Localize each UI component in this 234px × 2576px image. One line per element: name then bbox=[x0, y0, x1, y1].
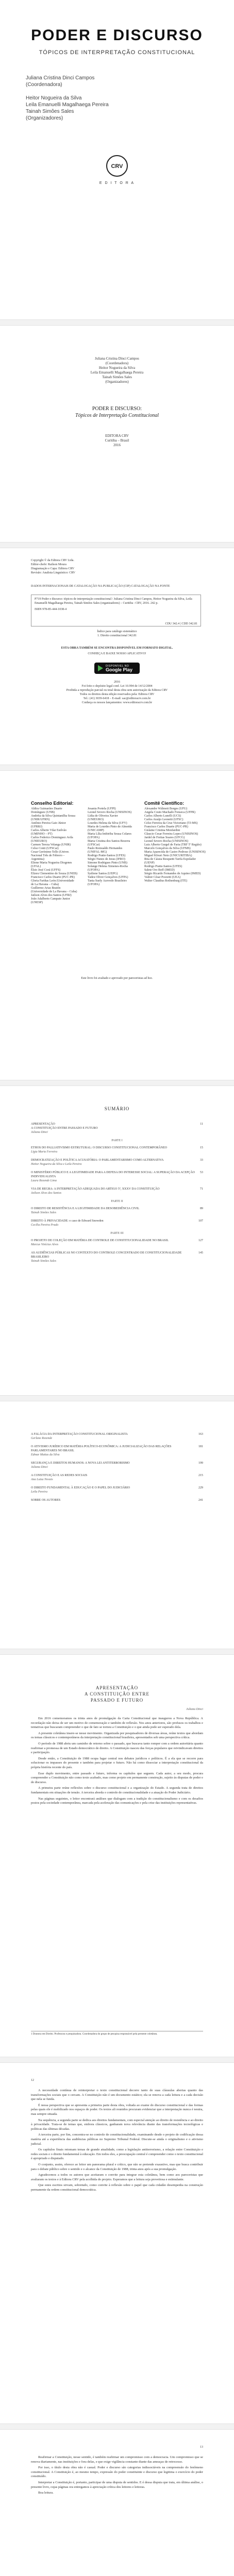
toc-entry[interactable] bbox=[31, 1187, 203, 1195]
editorial-member: Simone Rodrigues Pinto (UNB) bbox=[88, 861, 127, 865]
paragraph: Os capítulos finais retomam temas de grande atualidade, como a legislação antiterrorismo, a relação entre Constituição e redes sociais e o direito fundamental à educação. Em todos eles, a preocupação central é compreender como o texto constitucional é apropriado e disputado. bbox=[31, 2148, 203, 2161]
paragraph: Que estes escritos sirvam, sobretudo, como convite à reflexão sobre o papel que cada cidadão desempenha na construção permanente da ordem constitucional democrática. bbox=[31, 2183, 203, 2192]
index-entry: 1. Direito constitucional 342.81 bbox=[97, 634, 137, 637]
publisher-logo-icon bbox=[106, 155, 128, 177]
toc-entry-title: ETHOS DO PALLIATIVISMO ESTRUTURAL: O DISCURSO CONSTITUCIONAL CONTEMPORÂNEO Lígia Maria Ferreira bbox=[31, 1146, 195, 1154]
contact-block bbox=[0, 680, 234, 705]
councils-page bbox=[0, 771, 234, 1080]
editorial-member: Jailson Alves dos Santos (UFRJ) bbox=[31, 894, 72, 897]
editor-line: (Coordenadora) bbox=[105, 361, 129, 365]
toc-entry[interactable] bbox=[31, 1473, 203, 1482]
toc-entry-title: O ATIVISMO JURÍDICO EM MATÉRIA POLÍTICO-ECONÔMICA: A JUDICIALIZAÇÃO DAS RELAÇÕES PARLAMENTARES NO BRASIL Edmar Matias da Silva bbox=[31, 1445, 195, 1457]
page-separator bbox=[0, 2424, 234, 2430]
cover-author-line bbox=[26, 88, 109, 95]
toc-entry[interactable] bbox=[31, 1251, 203, 1263]
page-separator bbox=[0, 1395, 234, 1401]
scientific-member: Alexandre Wálmott Borges (UFU) bbox=[144, 807, 188, 810]
toc-entry-title: O DIREITO DE RESISTÊNCIA E A LEGITIMIDADE DA DESOBEDIÊNCIA CIVIL Tainah Simões Sales bbox=[31, 1207, 195, 1215]
toc-entry-author: Laura Rezende Lima bbox=[31, 1179, 57, 1182]
toc-entry[interactable] bbox=[31, 1207, 203, 1215]
toc-entry-author: Tainah Simões Sales bbox=[31, 1211, 57, 1214]
toc-entry-author: Ana Luiza Novais bbox=[31, 1478, 53, 1481]
scientific-member: Glaucio Cesar Ferreira Lopes (UNISINOS) bbox=[144, 833, 198, 836]
cover-page bbox=[0, 0, 234, 319]
editorial-list-cont bbox=[88, 807, 134, 887]
paragraph: Em 2016 comemoramos os trinta anos de promulgação da Carta Constitucional que inaugurou a Nova República. A recordação não deixa de ser um motivo de comemoração e também de reflexão. Nos anos anteriores, são profusos os trabalhos e tentativas que buscaram compreender o que de fato se tornou a Constituição e o que ainda pode ser esperado dela. bbox=[31, 1717, 203, 1730]
peer-review-note: Este livro foi avaliado e aprovado por pareceristas ad hoc. bbox=[81, 977, 153, 980]
editorial-member: Gloria Fariñas León (Universidade de La Havana – Cuba) bbox=[31, 879, 74, 886]
toc-entry-title: A CONSTITUIÇÃO E AS REDES SOCIAIS Ana Luiza Novais bbox=[31, 1473, 195, 1482]
page-separator bbox=[0, 542, 234, 548]
copyright-line: Editor-chefe: Railson Moura bbox=[31, 563, 66, 566]
toc-entry-page: 145 bbox=[198, 1251, 203, 1255]
catalog-record-box bbox=[31, 595, 201, 626]
catalog-cdu: CDU 342.4 | CDD 342.81 bbox=[165, 622, 197, 625]
index-heading: Índice para catálogo sistemático bbox=[97, 630, 137, 633]
paragraph: O período de 1988 abriu um caminho de retorno sobre o passado, que buscava tanto romper com a ordem autoritária quanto reafirmar a promessa de um Estado democrático de direito. A Constituição nasceu das forças populares que reivindicavam direitos e participação. bbox=[31, 1741, 203, 1755]
toc-entry-page: 71 bbox=[200, 1188, 203, 1191]
toc-entry-page: 107 bbox=[198, 1219, 203, 1223]
toc-entry[interactable] bbox=[31, 1432, 203, 1440]
presentation-author: Juliana Dinci bbox=[186, 1708, 203, 1711]
contact-line: 2016 bbox=[114, 681, 120, 684]
catalog-isbn: ISBN 978-85-444-1038-4 bbox=[35, 608, 67, 611]
editor-line: Tainah Simões Sales bbox=[102, 375, 132, 379]
editorial-member: João Adalberto Campato Junior (UNESP) bbox=[31, 897, 70, 904]
play-store-icon bbox=[98, 665, 103, 671]
google-play-badge[interactable] bbox=[94, 663, 140, 674]
toc-page-cont bbox=[0, 1401, 234, 1649]
editorial-member: Celso Conti (UFSCar) bbox=[31, 847, 59, 850]
toc-entry-author: Lígia Maria Ferreira bbox=[31, 1150, 58, 1154]
title-page bbox=[0, 326, 234, 542]
cover-author-line: Tainah Simões Sales bbox=[26, 109, 74, 114]
toc-entry-subtitle: A CONSTITUIÇÃO ENTRE PASSADO E FUTURO bbox=[31, 1127, 98, 1130]
editorial-member: Aldira Guimarães Duarte Domínguez (UNB) bbox=[31, 807, 62, 814]
presentation-page bbox=[0, 1655, 234, 2057]
editorial-member: Tania Suely Azevedo Brasileiro (UFOPA) bbox=[88, 879, 127, 886]
publisher-name: E D I T O R A bbox=[99, 181, 135, 185]
editorial-member: Carlos Federico Dominguez Avila (UNIEURO) bbox=[31, 836, 73, 843]
editorial-member: Solange Helena Ximenes-Rocha (UFOPA) bbox=[88, 865, 128, 872]
toc-page bbox=[0, 1086, 234, 1395]
scientific-member: Sérgio Ricardo Fernandes de Aquino (IMED) bbox=[144, 872, 201, 875]
toc-part-label: PARTE II bbox=[111, 1200, 123, 1203]
scientific-member: Rodrigo Pratte-Santos (UFES) bbox=[144, 865, 182, 868]
copyright-line: Revisão: Analista Linguístico: CRV bbox=[31, 571, 76, 574]
toc-entry-title: DEMOCRATIZAÇÃO E POLÍTICA ACUSATÓRIA: O PARLAMENTARISMO COMO ALTERNATIVA Heitor Nogueira da Silva e Leila Pereira bbox=[31, 1158, 195, 1166]
editorial-member: Maria de Lourdes Pinto de Almeida (UNICAMP) bbox=[88, 825, 132, 832]
editorial-member: Sérgio Nunes de Jesus (IFRO) bbox=[88, 858, 125, 861]
cover-authors bbox=[26, 75, 109, 122]
rights-sub: CONHEÇA E BAIXE NOSSO APLICATIVO! bbox=[88, 652, 146, 655]
rights-heading: ESTA OBRA TAMBÉM SE ENCONTRA DISPONÍVEL EM FORMATO DIGITAL. bbox=[61, 647, 173, 650]
toc-entry-title: A FALÁCIA DA INTERPRETAÇÃO CONSTITUCIONAL ORIGINALISTA Gerlane Rezende bbox=[31, 1432, 195, 1440]
editorial-member: Maria Cristina dos Santos Bezerra (UFSCar) bbox=[88, 840, 130, 846]
paragraph: O conjunto, assim, oferece ao leitor um panorama plural e crítico, que não se pretende exaustivo, mas que busca contribuir para o debate público sobre o sentido e o alcance da Constituição de 1988, trinta anos após a sua promulgação. bbox=[31, 2162, 203, 2171]
editorial-member: Antônio Pereira Gaio Júnior (UFRRJ) bbox=[31, 822, 66, 828]
toc-list-cont bbox=[31, 1432, 203, 1506]
paragraph: É nessa perspectiva que se apresenta a primeira parte desta obra, voltada ao exame do discurso constitucional e das formas pelas quais ele é mobilizado nos espaços de poder. Os textos ali reunidos procuram evidenciar que a interpretação nunca é neutra, mas sempre situada. bbox=[31, 2103, 203, 2116]
editorial-member: Andréia da Silva Quintanilha Sousa (UNIR/UFRN) bbox=[31, 815, 75, 821]
page-separator bbox=[0, 2057, 234, 2063]
toc-entry-page: 15 bbox=[200, 1146, 203, 1149]
scientific-list bbox=[144, 807, 206, 883]
toc-entry[interactable] bbox=[31, 1445, 203, 1457]
editorial-member: Carmen Tereza Velanga (UNIR) bbox=[31, 843, 71, 846]
editor-line: Juliana Cristina Dinci Campos bbox=[95, 357, 139, 361]
cover-author-line: (Organizadores) bbox=[26, 115, 63, 121]
cover-title: PODER E DISCURSO bbox=[31, 27, 203, 44]
toc-entry-title: O DIREITO FUNDAMENTAL À EDUCAÇÃO E O PAPEL DO JUDICIÁRIO Leila Pereira bbox=[31, 1486, 195, 1494]
catalog-index bbox=[31, 630, 203, 638]
toc-entry-page: 199 bbox=[198, 1462, 203, 1465]
toc-entry-author: Marcus Vinícius Alves bbox=[31, 1243, 59, 1246]
editor-line: Leila Emanuelli Magalhaega Pereira bbox=[90, 370, 144, 375]
title-page-imprint bbox=[0, 434, 234, 448]
editorial-member: Elizeu Clementino de Souza (UNEB) bbox=[31, 872, 77, 875]
toc-entry-author: Jailson Alves dos Santos bbox=[31, 1192, 62, 1195]
page-number: 13 bbox=[200, 2446, 203, 2449]
paragraph: Esse duplo movimento, entre passado e futuro, informa os capítulos que seguem. Cada autor, a seu modo, procura compreender a Constituição não como texto acabado, mas como projeto em permanente construção, sujeito às disputas de poder e de discurso. bbox=[31, 1771, 203, 1784]
toc-part-label: PARTE I bbox=[111, 1139, 123, 1142]
scientific-member: Walter Claudius Rothenburg (ITE) bbox=[144, 879, 188, 883]
toc-entry-author: Gerlane Rezende bbox=[31, 1437, 53, 1440]
toc-part-label: PARTE III bbox=[110, 1232, 124, 1235]
toc-entry-page: 89 bbox=[200, 1207, 203, 1210]
editorial-member: Tadeu Oliver Gonçalves (UFPA) bbox=[88, 876, 128, 879]
toc-entry-title: AS AUDIÊNCIAS PÚBLICAS NO CONTEXTO DO CONTROLE CONCENTRADO DE CONSTITUCIONALIDADE BRASILEIRO Tainah Simões Sales bbox=[31, 1251, 195, 1263]
editorial-list bbox=[31, 807, 77, 905]
editor-line: Heitor Nogueira da Silva bbox=[98, 366, 136, 370]
toc-entry-title: APRESENTAÇÃO A CONSTITUIÇÃO ENTRE PASSADO E FUTURO Juliana Dinci bbox=[31, 1122, 195, 1134]
toc-entry-author: Juliana Dinci bbox=[31, 1131, 48, 1134]
editorial-council bbox=[31, 802, 77, 905]
text-page-13 bbox=[0, 2430, 234, 2576]
scientific-member: Carlos Alberto Lunelli (UCS) bbox=[144, 815, 181, 818]
paragraph: Boa leitura. bbox=[38, 2491, 54, 2495]
page-separator bbox=[0, 319, 234, 326]
toc-entry-title: DIREITO À PRIVACIDADE: o caso de Edward Snowden Cecília Pereira Prado bbox=[31, 1219, 195, 1227]
editorial-member: Élsio José Corá (UFFS) bbox=[31, 869, 61, 872]
paragraph: Nas páginas seguintes, o leitor encontrará análises que dialogam com a tradição do constitucionalismo e com os desafios postos pela sociedade contemporânea, marcada pela aceleração das comunicações e pela crise das instituições representativas. bbox=[31, 1797, 203, 1805]
toc-entry-author: Heitor Nogueira da Silva e Leila Pereira bbox=[31, 1163, 82, 1166]
toc-entry[interactable] bbox=[31, 1158, 203, 1166]
cover-author-line: (Coordenadora) bbox=[26, 82, 62, 88]
toc-entry[interactable] bbox=[31, 1486, 203, 1494]
toc-entry[interactable] bbox=[31, 1239, 203, 1247]
title-page-title bbox=[0, 405, 234, 419]
page-separator bbox=[0, 765, 234, 771]
toc-entry-author: Juliana Dinci bbox=[31, 1466, 48, 1469]
scientific-member: Maria Aparecida de Castro Pedroso (UNISINOS) bbox=[144, 851, 206, 854]
cover-author-line: Juliana Cristina Dinci Campos bbox=[26, 75, 95, 81]
paragraph: Reafirmar a Constituição, nesse sentido, é também reafirmar um compromisso com a democracia. Um compromisso que se renova diariamente, nas instituições e fora delas, e que exige vigilância constante diante das ameaças de retrocesso. bbox=[31, 2455, 203, 2464]
editorial-council-cont bbox=[88, 802, 134, 887]
editorial-member: Rodrigo Pratte-Santos (UFES) bbox=[88, 854, 126, 857]
toc-entry[interactable] bbox=[31, 1461, 203, 1469]
paragraph: A presente coletânea insere-se nesse movimento. Organizada por pesquisadores de diversas áreas, reúne textos que abordam os temas clássicos e contemporâneos da interpretação constitucional brasileira, apresentados sob uma perspectiva crítica. bbox=[31, 1731, 203, 1740]
toc-entry-page: 53 bbox=[200, 1171, 203, 1174]
presentation-title-1: A CONSTITUIÇÃO ENTRE bbox=[85, 1691, 149, 1697]
editorial-member: Leonel Severo Rocha (UNISINOS) bbox=[88, 811, 132, 814]
scientific-member: Angela Couto Machado Fonseca (UFPR) bbox=[144, 811, 195, 814]
toc-heading: SUMÁRIO bbox=[104, 1106, 130, 1111]
catalog-header: DADOS INTERNACIONAIS DE CATALOGAÇÃO NA PUBLICAÇÃO (CIP) CATALOGAÇÃO NA FONTE bbox=[31, 585, 170, 588]
copyright-block bbox=[31, 558, 203, 575]
scientific-member: Carlos Araújo Leonetti (UFSC) bbox=[144, 818, 183, 821]
toc-list bbox=[31, 1122, 203, 1267]
toc-entry-page: 11 bbox=[200, 1123, 203, 1126]
contact-line: Proibida a reprodução parcial ou total desta obra sem autorização da Editora CRV bbox=[66, 689, 168, 692]
cover-author-line: Heitor Nogueira da Silva bbox=[26, 95, 82, 101]
editorial-member: Sydione Santos (UEPG) bbox=[88, 872, 118, 875]
paragraph: Desde então, a Constituição de 1988 ocupa lugar central nos debates jurídicos e políticos. É a ela que se recorre para solucionar os impasses do presente e também para projetar o futuro. Não há como dissociar a interpretação constitucional da própria história recente do país. bbox=[31, 1756, 203, 1769]
page-separator bbox=[0, 1080, 234, 1086]
contact-line: Todos os direitos desta edição reservados pela: Editora CRV bbox=[79, 693, 155, 696]
toc-entry[interactable] bbox=[31, 1219, 203, 1227]
toc-entry-page: 215 bbox=[198, 1474, 203, 1477]
cover-subtitle: TÓPICOS DE INTERPRETAÇÃO CONSTITUCIONAL bbox=[39, 49, 195, 56]
imprint-line: 2016 bbox=[113, 443, 121, 447]
catalog-page bbox=[0, 548, 234, 765]
store-small-label: DISPONÍVEL NO bbox=[106, 665, 129, 668]
book-title: PODER E DISCURSO: bbox=[92, 406, 142, 412]
toc-entry-author: Tainah Simões Sales bbox=[31, 1260, 57, 1263]
editor-line: (Organizadores) bbox=[105, 380, 129, 384]
scientific-member: Marcelo Gonçalves da Silva (UFMS) bbox=[144, 847, 191, 850]
paragraph: A necessidade contínua de reinterpretar o texto constitucional decorre tanto de suas cláusulas abertas quanto das transformações sociais que o cercam. A Constituição não é um documento estático; ela se renova a cada leitura e a cada decisão que nela se funda. bbox=[31, 2089, 203, 2102]
cover-author-line: Leila Emanuelli Magalhaega Pereira bbox=[26, 102, 109, 108]
scientific-title: Comitê Científico: bbox=[144, 801, 185, 806]
text-page-12 bbox=[0, 2063, 234, 2424]
scientific-committee bbox=[144, 802, 206, 883]
imprint-line: Curitiba – Brasil bbox=[105, 438, 129, 443]
paragraph: Por isso, o título desta obra não é casual. Poder e discurso são categorias indissociáveis na compreensão do fenômeno constitucional. A Constituição é, ao mesmo tempo, expressão do poder constituinte e discurso que legitima o exercício do poder constituído. bbox=[31, 2466, 203, 2479]
editorial-member: Paulo Romualdo Hernandes (UNIFAL-MG) bbox=[88, 847, 123, 854]
footnote: 1 Doutora em Direito. Professora e pesquisadora. Coordenadora do grupo de pesquisa responsável pela presente coletânea. bbox=[31, 2031, 203, 2037]
page-body bbox=[31, 2089, 203, 2194]
toc-entry-page: 163 bbox=[198, 1433, 203, 1436]
digital-edition-note bbox=[31, 646, 203, 656]
editorial-member: Guillermo Arias Beatón (Universidade de La Havana – Cuba) bbox=[31, 887, 77, 893]
imprint-line: EDITORA CRV bbox=[105, 434, 129, 438]
toc-entry-author: Cecília Pereira Prado bbox=[31, 1224, 59, 1227]
contact-line: Tel.: (41) 3039-6418 – E-mail: sac@editoracrv.com.br bbox=[83, 697, 151, 700]
page-body bbox=[31, 2455, 203, 2497]
book-subtitle: Tópicos de Interpretação Constitucional bbox=[75, 413, 159, 418]
contact-line: Conheça os nossos lançamentos: www.editoracrv.com.br bbox=[81, 701, 153, 704]
editorial-member: Carlos Alberto Vilar Estêvão (UMINHO – PT) bbox=[31, 829, 67, 836]
paragraph: A terceira parte, por fim, concentra-se no controle de constitucionalidade, examinando desde o projeto de codificação dessa matéria até a experiência das audiências públicas no Supremo Tribunal Federal. Discute-se ainda o originalismo e o ativismo judicial. bbox=[31, 2133, 203, 2146]
catalog-record: P719 Poder e discurso: tópicos de interpretação constitucional / Juliana Cristina Dinci Campos, Heitor Nogueira da Silva, Leila Emanuelli Magalhaega Pereira, Tainah Simões Sales (organizadores) – Curitiba : CRV, 2016. 242 p. bbox=[35, 598, 192, 605]
toc-entry-title: SOBRE OS AUTORES bbox=[31, 1499, 61, 1502]
presentation-title-2: PASSADO E FUTURO bbox=[90, 1698, 144, 1703]
toc-entry-title: O MINISTÉRIO PÚBLICO E A LEGITIMIDADE PARA A DEFESA DO INTERESSE SOCIAL: A SUPERAÇÃO DA ACEPÇÃO INDIVIDUALISTA Laura Rezende Lima bbox=[31, 1171, 195, 1182]
toc-entry-author: Edmar Matias da Silva bbox=[31, 1453, 60, 1456]
editorial-member: Francisco Carlos Duarte (PUC-PR) bbox=[31, 876, 75, 879]
toc-entry-page: 127 bbox=[198, 1239, 203, 1242]
copyright-line: Copyright © da Editora CRV Ltda. bbox=[31, 559, 74, 562]
copyright-line: Diagramação e Capa: Editora CRV bbox=[31, 567, 75, 570]
toc-entry[interactable] bbox=[31, 1171, 203, 1183]
scientific-member: Luiz Alberto Gurgel de Faria (TRF 5ª Região) bbox=[144, 843, 202, 846]
presentation-body bbox=[31, 1717, 203, 1807]
toc-entry-title: VIA DE REGRA: A INTERPRETAÇÃO ADEQUADA DO ARTIGO 5º, XXXV DA CONSTITUIÇÃO Jailson Alves dos Santos bbox=[31, 1187, 195, 1195]
toc-entry-page: 229 bbox=[198, 1486, 203, 1489]
scientific-member: Rita de Cássia Resquetti Tarifa Espolador (UENP) bbox=[144, 858, 196, 865]
scientific-member: Salete Oro Boff (IMED) bbox=[144, 869, 175, 872]
editorial-member: Cesar Gerónimo Tello (Univer. Nacional Três de Febrero – Argentina) bbox=[31, 851, 70, 861]
scientific-member: Miguel Kfouri Neto (UNICURITIBA) bbox=[144, 854, 192, 857]
paragraph: Agradecemos a todos os autores que aceitaram o convite para integrar esta coletânea, bem como aos pareceristas que avaliaram os textos e à Editora CRV pela acolhida do projeto. Esperamos que a leitura seja proveitosa e estimulante. bbox=[31, 2173, 203, 2181]
editorial-member: Lourdes Helena da Silva (UFV) bbox=[88, 822, 127, 825]
scientific-member: Francisco Carlos Duarte (PUC-PR) bbox=[144, 825, 188, 828]
toc-entry-page: 33 bbox=[200, 1159, 203, 1162]
editorial-title: Conselho Editorial: bbox=[31, 801, 74, 806]
paragraph: Interpretar a Constituição é, portanto, participar de uma disputa de sentidos. E é dessa disputa que trata, em última análise, o presente livro, cujas páginas ora entregamos à apreciação crítica dos leitores e leitoras. bbox=[31, 2480, 203, 2489]
toc-entry-page: 181 bbox=[198, 1445, 203, 1448]
toc-entry[interactable] bbox=[31, 1146, 203, 1154]
title-page-editors bbox=[0, 357, 234, 384]
toc-entry[interactable] bbox=[31, 1122, 203, 1134]
editorial-member: Lídia de Oliveira Xavier (UNIEURO) bbox=[88, 815, 118, 821]
toc-entry-title: SEGURANÇA E DIREITOS HUMANOS: A NOVA LEI ANTITERRORISMO Juliana Dinci bbox=[31, 1461, 195, 1469]
toc-entry-page: 241 bbox=[198, 1499, 203, 1502]
editorial-member: Maria Lília Imbiriba Sousa Colares (UFOPA) bbox=[88, 833, 131, 839]
editorial-member: Josania Portela (UFPI) bbox=[88, 807, 116, 810]
store-big-label: Google Play bbox=[106, 667, 133, 672]
paragraph: A primeira parte reúne reflexões sobre o discurso constitucional e a organização do Estado. A segunda trata de direitos fundamentais em situações de tensão. A terceira aborda o controle de constitucionalidade e a atuação do Poder Judiciário. bbox=[31, 1786, 203, 1794]
scientific-member: Leonel Severo Rocha (UNISINOS) bbox=[144, 840, 189, 843]
toc-entry[interactable] bbox=[31, 1498, 203, 1502]
editorial-member: Elione Maria Nogueira Diogenes (UFAL) bbox=[31, 861, 72, 868]
scientific-member: Jardel de Freitas Soares (UFCG) bbox=[144, 836, 185, 839]
page-number: 12 bbox=[31, 2079, 34, 2082]
scientific-member: Valmir César Pozzetti (UEA) bbox=[144, 876, 181, 879]
presentation-heading: APRESENTAÇÃO bbox=[95, 1685, 139, 1690]
page-separator bbox=[0, 1649, 234, 1655]
contact-line: Foi feito o depósito legal conf. Lei 10.994 de 14/12/2004 bbox=[81, 685, 153, 688]
toc-entry-title: O PROJETO DE COLEÇÃO EM MATÉRIA DE CONTROLE DE CONSTITUCIONALIDADE NO BRASIL Marcus Vinícius Alves bbox=[31, 1239, 195, 1247]
toc-entry-author: Leila Pereira bbox=[31, 1490, 47, 1494]
scientific-member: Celso Ferreira da Cruz Victoriano (TJ-MS) bbox=[144, 822, 198, 825]
scientific-member: Gislaine Cristina Monfardini bbox=[144, 829, 180, 832]
publisher-logo-text: CRV bbox=[111, 163, 123, 170]
paragraph: Na sequência, a segunda parte se dedica aos direitos fundamentais, com especial atenção ao direito de resistência e ao direito à privacidade. Trata-se de temas que, embora clássicos, ganharam nova relevância diante das transformações tecnológicas e políticas das últimas décadas. bbox=[31, 2118, 203, 2131]
